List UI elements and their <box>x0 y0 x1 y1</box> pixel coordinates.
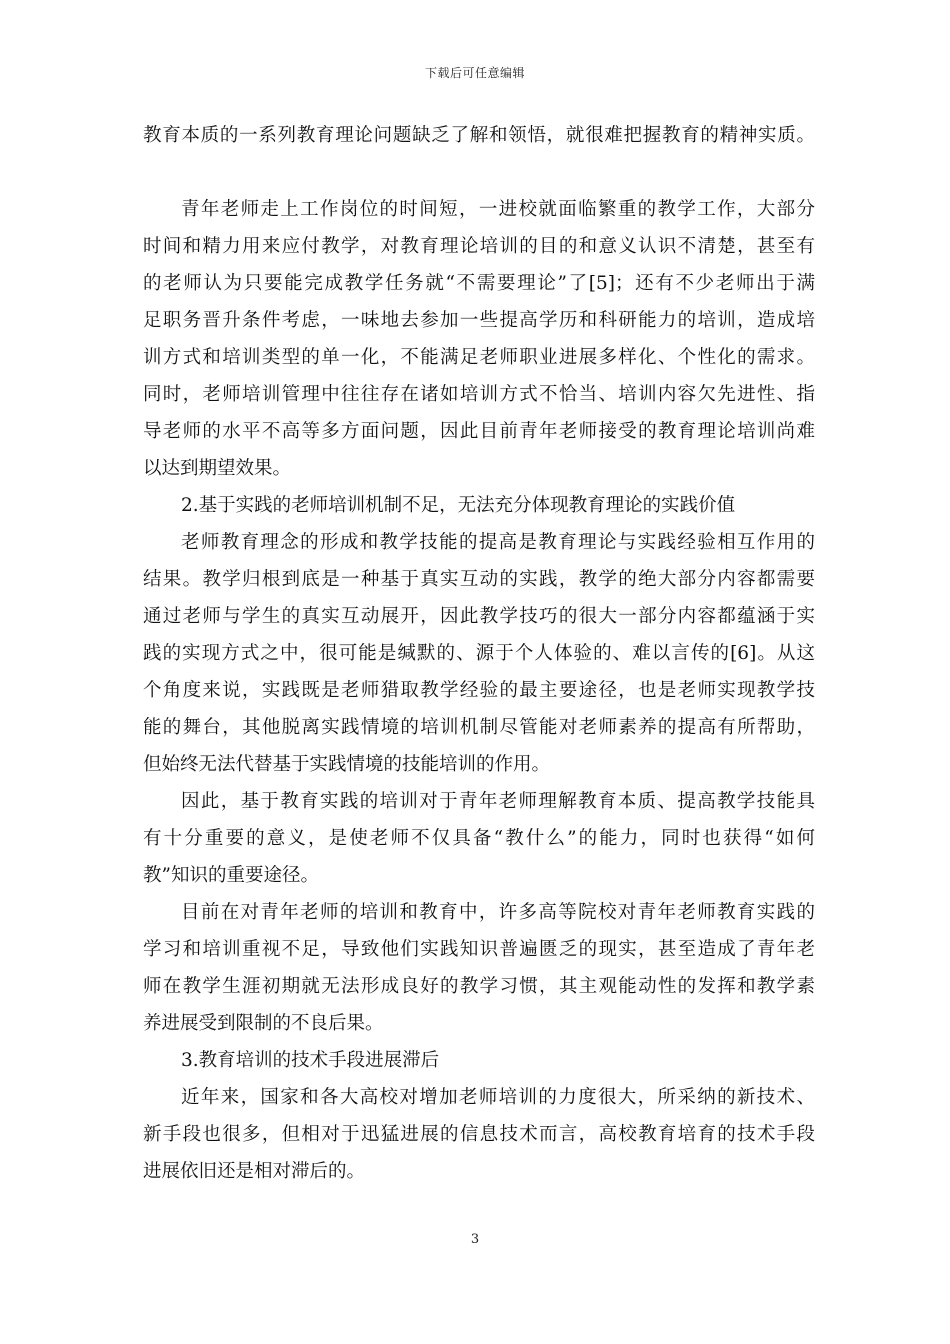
text-line: 有十分重要的意义，是使老师不仅具备“教什么”的能力，同时也获得“如何 <box>143 828 815 849</box>
text-line: 践的实现方式之中，很可能是缄默的、源于个人体验的、难以言传的[6]。从这 <box>143 643 815 664</box>
text-line: 养进展受到限制的不良后果。 <box>143 1013 384 1034</box>
text-line: 同时，老师培训管理中往往存在诸如培训方式不恰当、培训内容欠先进性、指 <box>143 384 815 405</box>
text-line: 进展依旧还是相对滞后的。 <box>143 1161 366 1182</box>
text-line: 青年老师走上工作岗位的时间短，一进校就面临繁重的教学工作，大部分 <box>181 199 815 220</box>
page-header: 下载后可任意编辑 <box>424 66 525 80</box>
text-line: 训方式和培训类型的单一化，不能满足老师职业进展多样化、个性化的需求。 <box>143 347 815 368</box>
text-line: 以达到期望效果。 <box>143 458 292 479</box>
text-line: 但始终无法代替基于实践情境的技能培训的作用。 <box>143 754 551 775</box>
text-line: 新手段也很多，但相对于迅猛进展的信息技术而言，高校教育培育的技术手段 <box>143 1124 815 1145</box>
paragraph-gap <box>143 154 815 191</box>
text-line: 结果。教学归根到底是一种基于真实互动的实践，教学的绝大部分内容都需要 <box>143 569 815 590</box>
text-line: 教育本质的一系列教育理论问题缺乏了解和领悟，就很难把握教育的精神实质。 <box>143 125 815 146</box>
text-line: 导老师的水平不高等多方面问题，因此目前青年老师接受的教育理论培训尚难 <box>143 421 815 442</box>
text-line: 因此，基于教育实践的培训对于青年老师理解教育本质、提高教学技能具 <box>181 791 815 812</box>
text-line: 目前在对青年老师的培训和教育中，许多高等院校对青年老师教育实践的 <box>181 902 815 923</box>
text-line: 通过老师与学生的真实互动展开，因此教学技巧的很大一部分内容都蕴涵于实 <box>143 606 815 627</box>
text-line: 时间和精力用来应付教学，对教育理论培训的目的和意义认识不清楚，甚至有 <box>143 236 815 257</box>
text-line: 个角度来说，实践既是老师猎取教学经验的最主要途径，也是老师实现教学技 <box>143 680 815 701</box>
text-line: 教”知识的重要途径。 <box>143 865 319 886</box>
text-line: 老师教育理念的形成和教学技能的提高是教育理论与实践经验相互作用的 <box>181 532 815 553</box>
text-line: 的老师认为只要能完成教学任务就“不需要理论”了[5]；还有不少老师出于满 <box>143 273 815 294</box>
document-body <box>143 117 815 1190</box>
section-heading: 2.基于实践的老师培训机制不足，无法充分体现教育理论的实践价值 <box>181 495 736 516</box>
section-heading: 3.教育培训的技术手段进展滞后 <box>181 1050 440 1071</box>
text-line: 师在教学生涯初期就无法形成良好的教学习惯，其主观能动性的发挥和教学素 <box>143 976 815 997</box>
text-line: 足职务晋升条件考虑，一味地去参加一些提高学历和科研能力的培训，造成培 <box>143 310 815 331</box>
text-line: 学习和培训重视不足，导致他们实践知识普遍匮乏的现实，甚至造成了青年老 <box>143 939 815 960</box>
text-line: 近年来，国家和各大高校对增加老师培训的力度很大，所采纳的新技术、 <box>181 1087 815 1108</box>
text-line: 能的舞台，其他脱离实践情境的培训机制尽管能对老师素养的提高有所帮助， <box>143 717 815 738</box>
page-number: 3 <box>470 1232 480 1247</box>
